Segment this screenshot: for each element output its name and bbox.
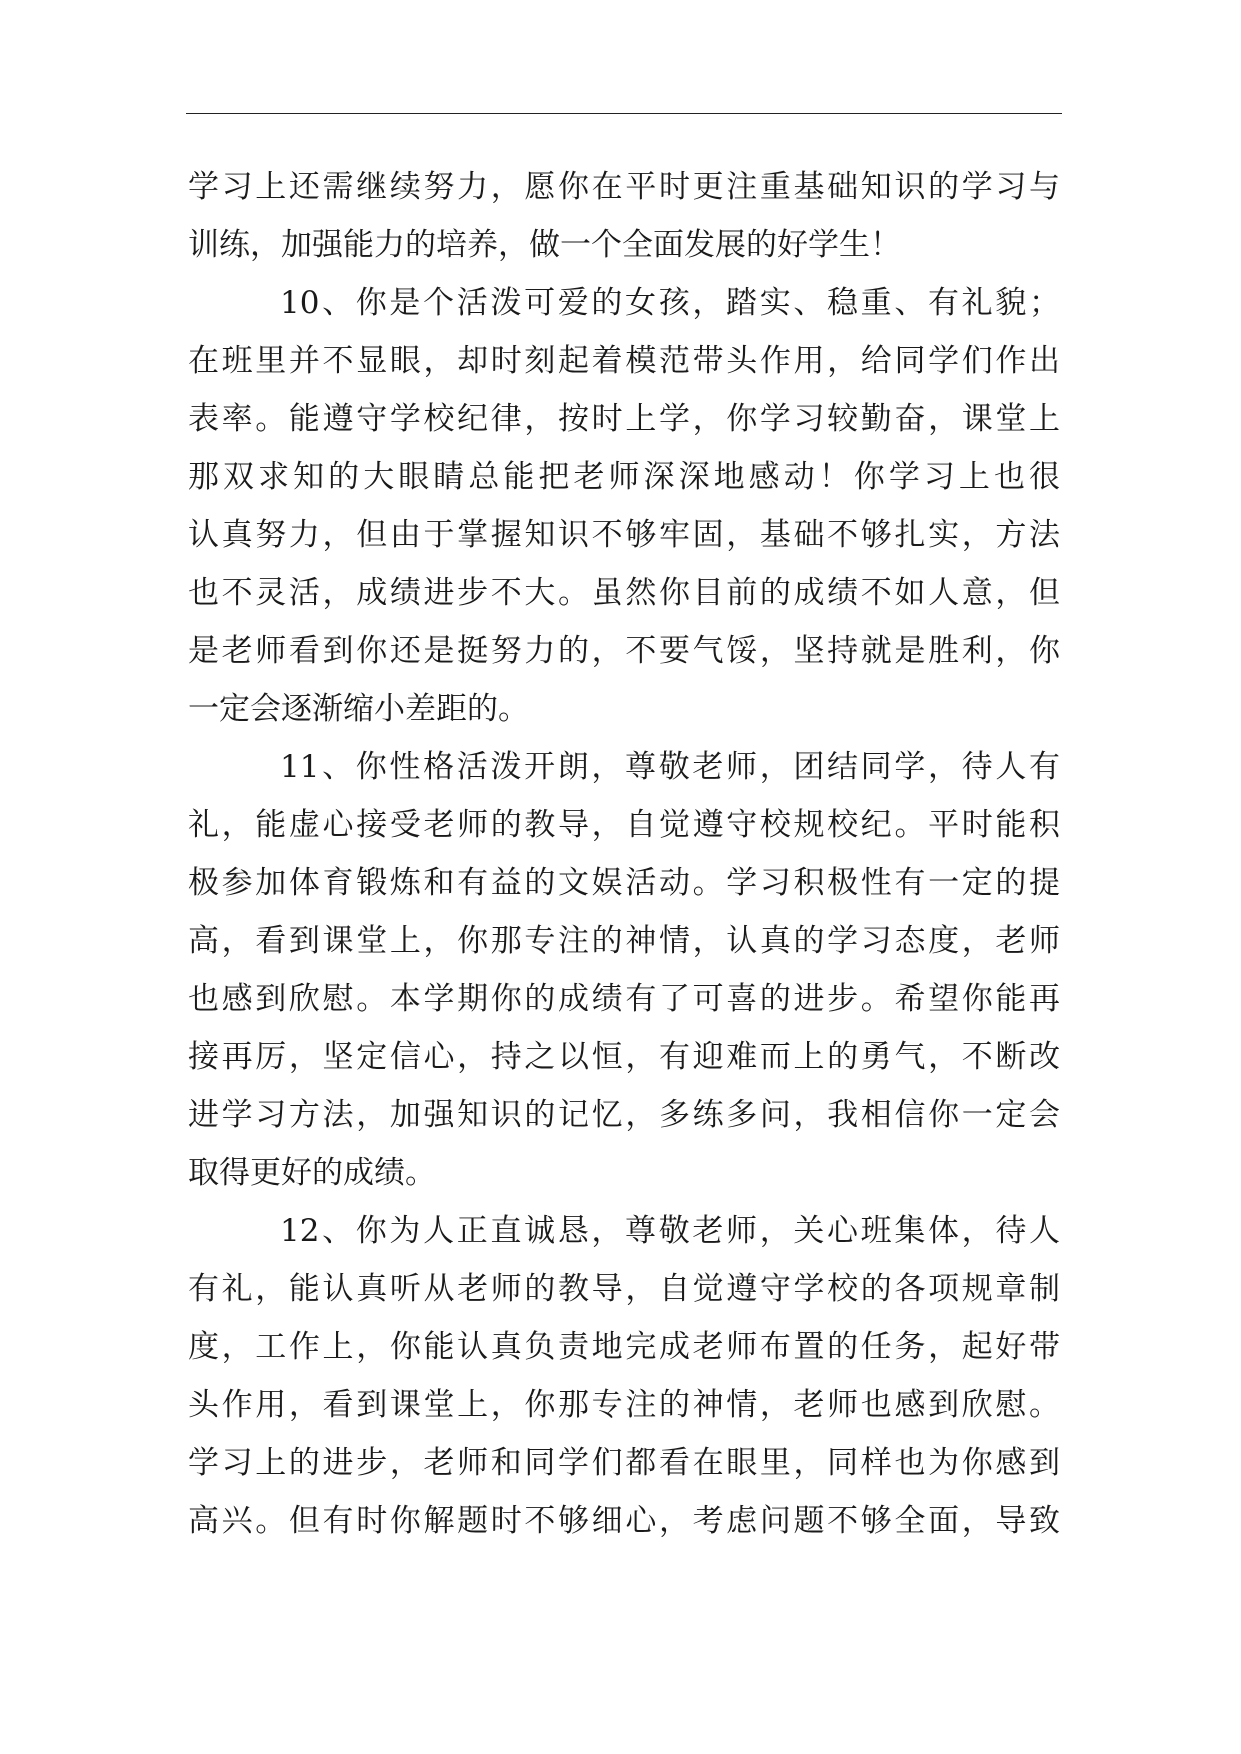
paragraph-10 bbox=[188, 274, 1060, 738]
text-line: 在班里并不显眼，却时刻起着模范带头作用，给同学们作出 bbox=[188, 343, 1060, 379]
text-line: 学习上还需继续努力，愿你在平时更注重基础知识的学习与 bbox=[188, 169, 1060, 205]
text-line: 也感到欣慰。本学期你的成绩有了可喜的进步。希望你能再 bbox=[188, 981, 1060, 1017]
paragraph-11 bbox=[188, 738, 1060, 1202]
text-line: 是老师看到你还是挺努力的，不要气馁，坚持就是胜利，你 bbox=[188, 633, 1060, 669]
document-body bbox=[188, 158, 1060, 1550]
text-line: 接再厉，坚定信心，持之以恒，有迎难而上的勇气，不断改 bbox=[188, 1039, 1060, 1075]
text-line: 进学习方法，加强知识的记忆，多练多问，我相信你一定会 bbox=[188, 1097, 1060, 1133]
text-line: 高，看到课堂上，你那专注的神情，认真的学习态度，老师 bbox=[188, 923, 1060, 959]
paragraph-continuation bbox=[188, 158, 1060, 274]
text-line: 也不灵活，成绩进步不大。虽然你目前的成绩不如人意，但 bbox=[188, 575, 1060, 611]
text-line: 表率。能遵守学校纪律，按时上学，你学习较勤奋，课堂上 bbox=[188, 401, 1060, 437]
header-rule bbox=[186, 113, 1062, 114]
text-line: 极参加体育锻炼和有益的文娱活动。学习积极性有一定的提 bbox=[188, 865, 1060, 901]
text-line: 认真努力，但由于掌握知识不够牢固，基础不够扎实，方法 bbox=[188, 517, 1060, 553]
text-line: 有礼，能认真听从老师的教导，自觉遵守学校的各项规章制 bbox=[188, 1271, 1060, 1307]
text-line: 取得更好的成绩。 bbox=[188, 1155, 436, 1191]
text-line: 度，工作上，你能认真负责地完成老师布置的任务，起好带 bbox=[188, 1329, 1060, 1365]
text-line: 那双求知的大眼睛总能把老师深深地感动！你学习上也很 bbox=[188, 459, 1060, 495]
text-line: 10、你是个活泼可爱的女孩，踏实、稳重、有礼貌； bbox=[280, 285, 1060, 321]
text-line: 头作用，看到课堂上，你那专注的神情，老师也感到欣慰。 bbox=[188, 1387, 1060, 1423]
text-line: 学习上的进步，老师和同学们都看在眼里，同样也为你感到 bbox=[188, 1445, 1060, 1481]
text-line: 训练，加强能力的培养，做一个全面发展的好学生！ bbox=[188, 227, 901, 263]
text-line: 11、你性格活泼开朗，尊敬老师，团结同学，待人有 bbox=[280, 749, 1060, 785]
text-line: 高兴。但有时你解题时不够细心，考虑问题不够全面，导致 bbox=[188, 1503, 1060, 1539]
paragraph-12 bbox=[188, 1202, 1060, 1550]
text-line: 12、你为人正直诚恳，尊敬老师，关心班集体，待人 bbox=[280, 1213, 1060, 1249]
text-line: 礼，能虚心接受老师的教导，自觉遵守校规校纪。平时能积 bbox=[188, 807, 1060, 843]
text-line: 一定会逐渐缩小差距的。 bbox=[188, 691, 529, 727]
